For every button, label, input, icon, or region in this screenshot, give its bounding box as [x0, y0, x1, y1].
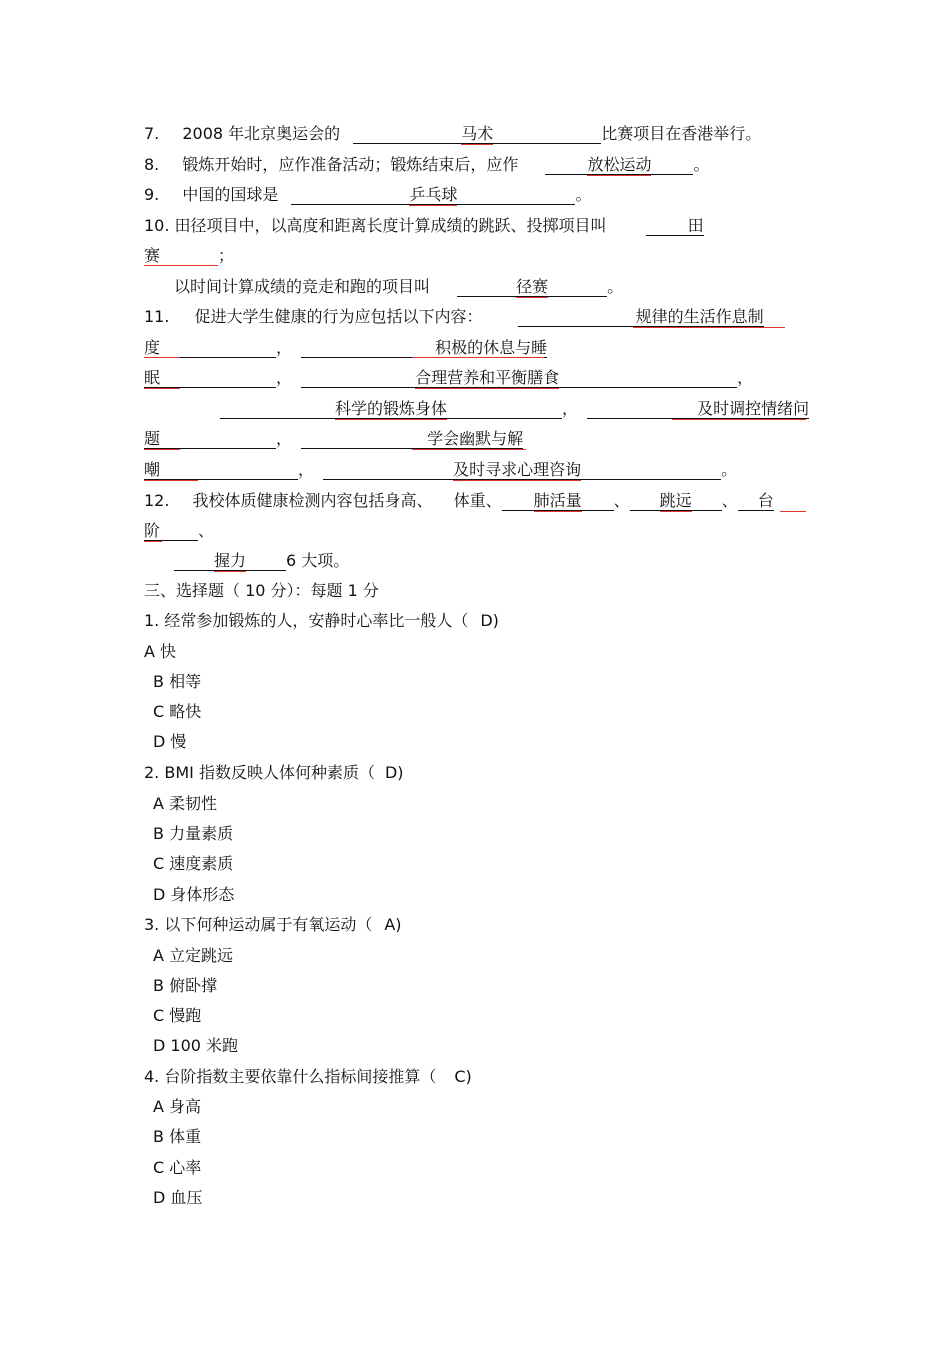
q7-prompt: 2008 年北京奥运会的	[182, 124, 341, 143]
q11-answer4: 科学的锻炼身体	[334, 399, 447, 418]
choice-question-2	[144, 763, 404, 783]
q12-answer1: 肺活量	[533, 491, 582, 510]
choice-1-option-a: A 快	[144, 642, 177, 661]
choice-2-option-a: A 柔韧性	[153, 794, 218, 813]
q11-red-mark-4	[144, 388, 180, 389]
q10-answer-blank-b	[144, 247, 218, 266]
q11-sep-3: ，	[737, 368, 754, 387]
q12-answer2: 跳远	[659, 491, 692, 510]
q10-answer-2: 径赛	[516, 277, 549, 296]
q12-answer3-tail	[144, 522, 198, 541]
q11-answer1-part-b: 度	[144, 338, 161, 357]
q11-answer5-part-a: 及时调控情绪问	[697, 399, 810, 418]
q11-sep-2: ，	[276, 368, 293, 387]
q11-answer7-blank	[323, 461, 721, 480]
choice-4-option-b: B 体重	[153, 1127, 202, 1146]
choice-4-option-a: A 身高	[153, 1097, 202, 1116]
choice-1-answer: D)	[480, 611, 499, 630]
q8-number: 8.	[144, 155, 160, 174]
q9-answer-blank	[291, 186, 575, 205]
q11-red-mark-5	[672, 419, 806, 420]
q10-prompt: 10. 田径项目中，以高度和距离长度计算成绩的跳跃、投掷项目叫	[144, 216, 607, 235]
q12-number: 12.	[144, 491, 170, 510]
q11-red-mark-8	[144, 480, 198, 481]
q12-suffix: 6 大项。	[286, 551, 350, 570]
q11-answer2-part-b: 眠	[144, 368, 161, 387]
q12-answer1-blank	[502, 492, 614, 511]
q8-answer-blank	[545, 156, 693, 175]
q11-answer5-part-b: 题	[144, 429, 161, 448]
q12-answer2-blank	[630, 492, 722, 511]
q8-line	[144, 155, 709, 175]
q11-red-mark-3	[412, 357, 544, 358]
choice-2-option-c: C 速度素质	[153, 854, 234, 873]
q12-prompt: 我校体质健康检测内容包括身高、	[192, 491, 433, 510]
choice-1-option-b: B 相等	[153, 672, 202, 691]
q7-answer-blank	[353, 125, 601, 144]
choice-question-4	[144, 1067, 472, 1087]
q8-answer: 放松运动	[587, 155, 652, 174]
q11-answer6-part-a: 学会幽默与解	[427, 429, 524, 448]
q11-answer2-blank	[301, 339, 547, 358]
q12-sep-3: 、	[198, 521, 215, 540]
choice-4-option-c: C 心率	[153, 1158, 202, 1177]
q7-answer: 马术	[461, 124, 494, 143]
q11-red-mark-6	[144, 449, 180, 450]
q11-answer1-part-a: 规律的生活作息制	[635, 307, 764, 326]
q12-answer3-blank	[738, 492, 774, 511]
choice-1-option-d: D 慢	[153, 732, 187, 751]
q10-separator: ；	[218, 246, 235, 265]
q11-answer6-tail	[144, 461, 298, 480]
q12-answer4: 握力	[213, 551, 246, 570]
q12-sep-1: 、	[613, 491, 630, 510]
q10-answer-part-b: 赛	[144, 246, 161, 265]
q11-red-mark-2	[144, 357, 180, 358]
q10-line2	[144, 246, 234, 266]
choice-2-option-b: B 力量素质	[153, 824, 234, 843]
q11-sep-5: ，	[276, 429, 293, 448]
q12-sep-2: 、	[721, 491, 738, 510]
choice-3-option-d: D 100 米跑	[153, 1036, 239, 1055]
q11-line6	[144, 460, 737, 480]
q12-line2	[144, 521, 214, 541]
choice-3-option-c: C 慢跑	[153, 1006, 202, 1025]
q11-line2	[144, 338, 547, 358]
q11-line1	[144, 307, 764, 327]
choice-question-1	[144, 611, 499, 631]
q12-answer3-part-a: 台	[757, 491, 774, 510]
q11-sep-6: ，	[298, 460, 315, 479]
q11-sep-1: ，	[276, 338, 293, 357]
q11-red-mark-1	[633, 327, 785, 328]
q10-answer-blank-a	[646, 217, 704, 236]
q11-suffix: 。	[721, 460, 738, 479]
q10-answer2-blank	[457, 278, 607, 297]
q11-answer1-tail	[144, 339, 276, 358]
q11-line5	[144, 429, 523, 449]
q12-red-mark-1	[780, 511, 806, 512]
q10-line1	[144, 216, 704, 236]
q8-suffix: 。	[693, 155, 710, 174]
q8-prompt: 锻炼开始时，应作准备活动；锻炼结束后，应作	[182, 155, 519, 174]
q11-answer5-blank	[587, 400, 809, 419]
q7-line	[144, 124, 761, 144]
q9-answer: 乒乓球	[409, 185, 458, 204]
choice-3-stem: 3. 以下何种运动属于有氧运动（	[144, 915, 373, 934]
choice-question-3	[144, 915, 402, 935]
q11-answer3: 合理营养和平衡膳食	[415, 368, 560, 387]
choice-3-option-a: A 立定跳远	[153, 946, 234, 965]
q11-number: 11.	[144, 307, 170, 326]
q10-suffix: 。	[607, 277, 624, 296]
q11-answer3-blank	[301, 369, 737, 388]
choice-2-stem: 2. BMI 指数反映人体何种素质（	[144, 763, 375, 782]
q10-answer-part-a: 田	[687, 216, 704, 235]
q10-red-mark	[144, 265, 218, 266]
q11-answer2-tail	[144, 369, 276, 388]
q9-number: 9.	[144, 185, 160, 204]
q11-line4	[220, 399, 809, 419]
q12-answer3-part-b: 阶	[144, 521, 161, 540]
q9-line	[144, 185, 591, 205]
q11-answer2-part-a: 积极的休息与睡	[435, 338, 548, 357]
q11-answer7: 及时寻求心理咨询	[453, 460, 582, 479]
q11-sep-4: ，	[562, 399, 579, 418]
choice-2-answer: D)	[384, 763, 404, 782]
q11-red-mark-7	[412, 449, 526, 450]
q11-answer4-blank	[220, 400, 562, 419]
q12-red-mark-2	[144, 541, 162, 542]
q12-line3	[174, 551, 349, 571]
choice-3-option-b: B 俯卧撑	[153, 976, 218, 995]
section-title: 三、选择题（ 10 分）：每题 1 分	[144, 581, 379, 600]
choice-1-option-c: C 略快	[153, 702, 202, 721]
choice-3-answer: A)	[384, 915, 402, 934]
q11-line3	[144, 368, 753, 388]
q7-number: 7.	[144, 124, 160, 143]
q11-answer6-part-b: 嘲	[144, 460, 161, 479]
choice-1-stem: 1. 经常参加锻炼的人，安静时心率比一般人（	[144, 611, 469, 630]
choice-4-option-d: D 血压	[153, 1188, 203, 1207]
q11-answer6-blank	[301, 430, 523, 449]
q7-suffix: 比赛项目在香港举行。	[601, 124, 762, 143]
q12-line1	[144, 491, 774, 511]
q12-prompt-2: 体重、	[453, 491, 502, 510]
q11-prompt: 促进大学生健康的行为应包括以下内容：	[194, 307, 483, 326]
choice-4-stem: 4. 台阶指数主要依靠什么指标间接推算（	[144, 1067, 437, 1086]
q11-answer5-tail	[144, 430, 276, 449]
q10-prompt-2: 以时间计算成绩的竞走和跑的项目叫	[174, 277, 431, 296]
choice-2-option-d: D 身体形态	[153, 885, 235, 904]
q11-answer1-blank	[518, 308, 764, 327]
q9-prompt: 中国的国球是	[182, 185, 279, 204]
q9-suffix: 。	[575, 185, 592, 204]
choice-4-answer: C)	[454, 1067, 472, 1086]
q10-line3	[174, 277, 623, 297]
q12-answer4-blank	[174, 552, 286, 571]
